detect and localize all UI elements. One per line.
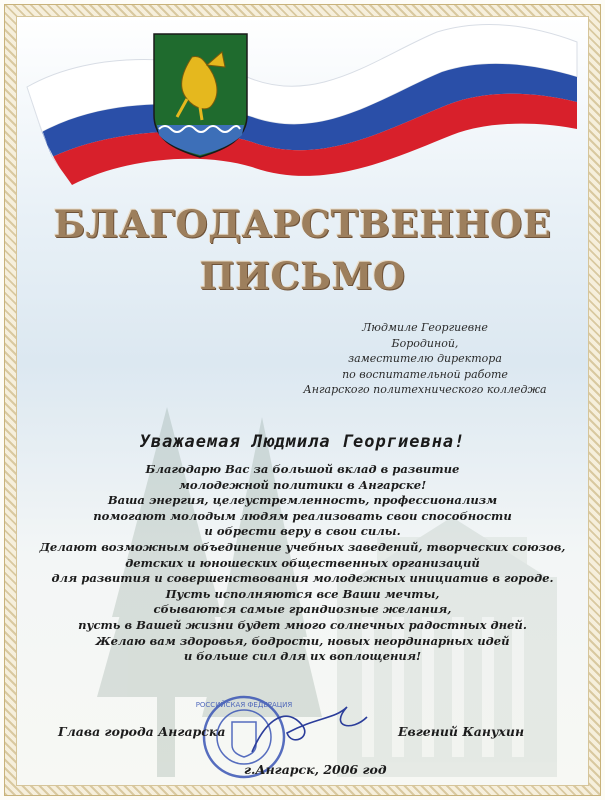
body-line: Благодарю Вас за большой вклад в развитие — [145, 462, 460, 476]
addressee-line: заместителю директора — [348, 352, 502, 365]
body-line: Ваша энергия, целеустремленность, профессионализм — [107, 493, 498, 508]
addressee-line: Ангарского политехнического колледжа — [303, 383, 547, 396]
body-line: сбываются самые грандиозные желания, — [153, 602, 452, 617]
body-line: детских и юношеских общественных организаций — [125, 555, 480, 570]
body-line: пусть в Вашей жизни будет много солнечных радостных дней. — [78, 617, 527, 632]
body-line: молодежной политики в Ангарске! — [178, 477, 427, 492]
document-title-line2: ПИСЬМО — [199, 254, 406, 298]
body-line: Делают возможным объединение учебных заведений, творческих союзов, — [39, 539, 566, 554]
letter-body — [20, 462, 585, 665]
salutation: Уважаемая Людмила Георгиевна! — [139, 432, 466, 452]
letter-paper — [16, 16, 589, 786]
body-line: для развития и совершенствования молодежных инициатив в городе. — [51, 571, 554, 586]
body-line: и больше сил для их воплощения! — [183, 649, 422, 664]
background-art — [17, 17, 589, 786]
body-line: помогают молодым людям реализовать свои способности — [93, 508, 512, 523]
coat-of-arms — [154, 34, 247, 157]
body-line: Пусть исполняются все Ваши мечты, — [165, 586, 440, 601]
addressee-line: Людмиле Георгиевне — [362, 321, 488, 334]
addressee-block — [290, 320, 560, 398]
signature-title: Глава города Ангарска — [58, 724, 226, 739]
document-title-line1: БЛАГОДАРСТВЕННОЕ — [53, 202, 552, 246]
addressee-line: по воспитательной работе — [342, 367, 508, 381]
flag-ribbon — [27, 25, 577, 185]
signature-name: Евгений Канухин — [398, 724, 525, 739]
addressee-line: Бородиной, — [391, 336, 459, 350]
body-line: и обрести веру в свои силы. — [204, 524, 401, 539]
body-line: Желаю вам здоровья, бодрости, новых неординарных идей — [95, 633, 510, 648]
place-date: г.Ангарск, 2006 год — [244, 762, 387, 777]
svg-text:РОССИЙСКАЯ ФЕДЕРАЦИЯ: РОССИЙСКАЯ ФЕДЕРАЦИЯ — [195, 701, 293, 709]
